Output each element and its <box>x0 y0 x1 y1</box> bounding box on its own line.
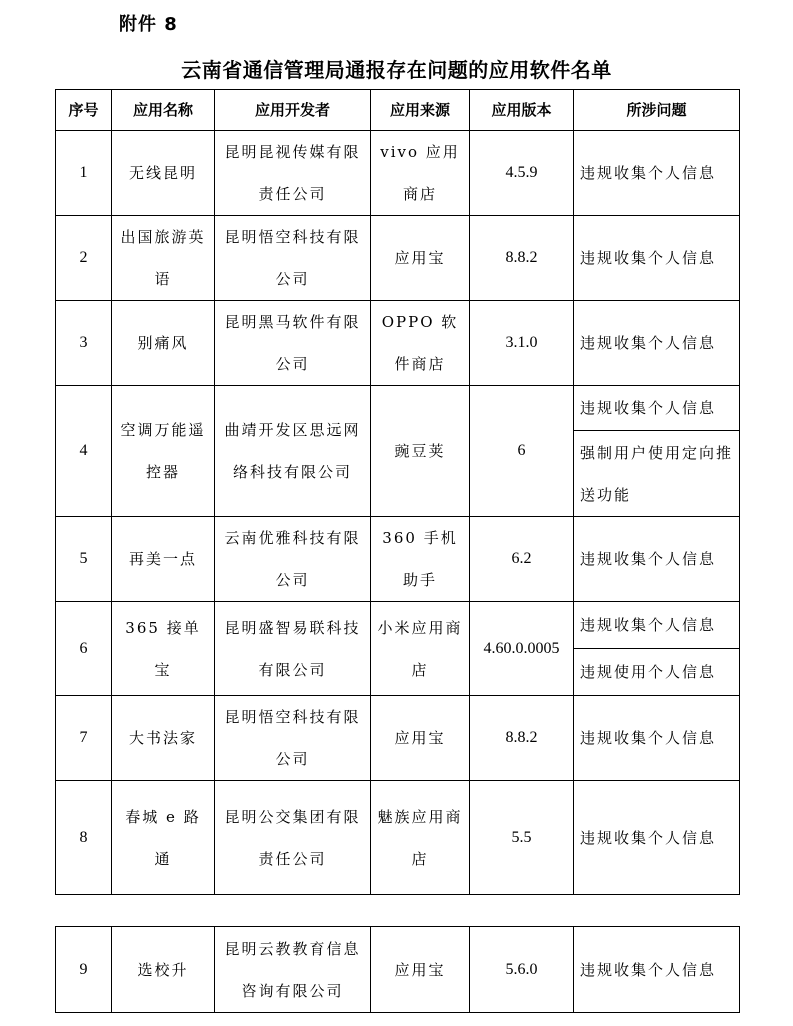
header-cell: 应用版本 <box>470 90 574 131</box>
app-developer: 昆明公交集团有限责任公司 <box>215 781 371 895</box>
row-number: 7 <box>56 696 112 781</box>
app-name: 大书法家 <box>112 696 215 781</box>
app-list-table-continued <box>55 926 740 1013</box>
app-source: 应用宝 <box>371 216 470 301</box>
app-developer: 昆明悟空科技有限公司 <box>215 696 371 781</box>
table-row <box>56 781 740 895</box>
app-version: 6 <box>470 386 574 517</box>
app-version: 6.2 <box>470 517 574 602</box>
table-row <box>56 602 740 649</box>
table-row <box>56 131 740 216</box>
table-row <box>56 927 740 1013</box>
app-source: 360 手机助手 <box>371 517 470 602</box>
app-version: 3.1.0 <box>470 301 574 386</box>
app-name: 选校升 <box>112 927 215 1013</box>
app-version: 5.5 <box>470 781 574 895</box>
header-cell: 应用开发者 <box>215 90 371 131</box>
app-issue: 违规收集个人信息 <box>574 131 740 216</box>
app-issue: 违规收集个人信息 <box>574 216 740 301</box>
app-name: 365 接单宝 <box>112 602 215 696</box>
app-version: 8.8.2 <box>470 216 574 301</box>
row-number: 3 <box>56 301 112 386</box>
app-name: 别痛风 <box>112 301 215 386</box>
app-name: 空调万能遥控器 <box>112 386 215 517</box>
app-source: 应用宝 <box>371 696 470 781</box>
app-version: 4.60.0.0005 <box>470 602 574 696</box>
app-issue: 违规收集个人信息 <box>574 696 740 781</box>
row-number: 2 <box>56 216 112 301</box>
table-row <box>56 216 740 301</box>
header-cell: 序号 <box>56 90 112 131</box>
row-number: 9 <box>56 927 112 1013</box>
app-version: 5.6.0 <box>470 927 574 1013</box>
app-developer: 云南优雅科技有限公司 <box>215 517 371 602</box>
table-row <box>56 517 740 602</box>
app-version: 8.8.2 <box>470 696 574 781</box>
row-number: 5 <box>56 517 112 602</box>
app-issue: 违规收集个人信息 <box>574 781 740 895</box>
table-row <box>56 696 740 781</box>
app-issue: 违规收集个人信息 <box>574 927 740 1013</box>
app-developer: 昆明盛智易联科技有限公司 <box>215 602 371 696</box>
header-cell: 应用来源 <box>371 90 470 131</box>
table-row <box>56 301 740 386</box>
row-number: 6 <box>56 602 112 696</box>
app-source: vivo 应用商店 <box>371 131 470 216</box>
app-list-table <box>55 89 740 895</box>
app-source: 应用宝 <box>371 927 470 1013</box>
app-issue: 强制用户使用定向推送功能 <box>574 431 740 517</box>
app-developer: 昆明悟空科技有限公司 <box>215 216 371 301</box>
row-number: 4 <box>56 386 112 517</box>
app-source: 魅族应用商店 <box>371 781 470 895</box>
app-source: 小米应用商店 <box>371 602 470 696</box>
table-header-row <box>56 90 740 131</box>
table-row <box>56 386 740 431</box>
app-name: 再美一点 <box>112 517 215 602</box>
app-name: 出国旅游英语 <box>112 216 215 301</box>
header-cell: 应用名称 <box>112 90 215 131</box>
app-issue: 违规使用个人信息 <box>574 649 740 696</box>
app-developer: 昆明云教教育信息咨询有限公司 <box>215 927 371 1013</box>
app-source: OPPO 软件商店 <box>371 301 470 386</box>
app-version: 4.5.9 <box>470 131 574 216</box>
app-name: 春城 e 路通 <box>112 781 215 895</box>
app-developer: 昆明黑马软件有限公司 <box>215 301 371 386</box>
app-developer: 曲靖开发区思远网络科技有限公司 <box>215 386 371 517</box>
app-developer: 昆明昆视传媒有限责任公司 <box>215 131 371 216</box>
document-title: 云南省通信管理局通报存在问题的应用软件名单 <box>181 58 612 82</box>
app-issue: 违规收集个人信息 <box>574 386 740 431</box>
app-issue: 违规收集个人信息 <box>574 301 740 386</box>
app-source: 豌豆荚 <box>371 386 470 517</box>
header-cell: 所涉问题 <box>574 90 740 131</box>
row-number: 8 <box>56 781 112 895</box>
annex-label: 附件 8 <box>119 14 178 35</box>
app-name: 无线昆明 <box>112 131 215 216</box>
app-issue: 违规收集个人信息 <box>574 602 740 649</box>
row-number: 1 <box>56 131 112 216</box>
app-issue: 违规收集个人信息 <box>574 517 740 602</box>
